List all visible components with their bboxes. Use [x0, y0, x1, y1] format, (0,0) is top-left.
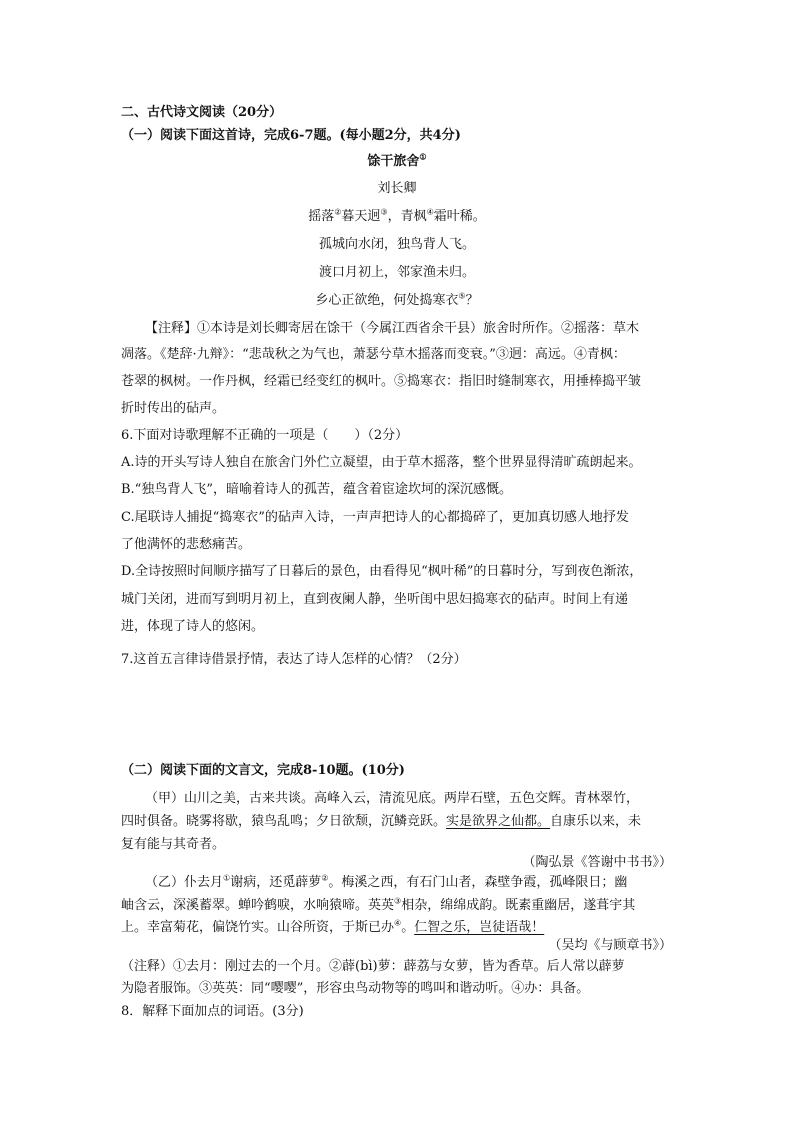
- passage-jia-line-3: 复有能与其奇者。: [121, 837, 226, 852]
- poem-line-text: ，青枫: [387, 209, 427, 224]
- poem-line-text: ？: [465, 293, 479, 308]
- passage-text: （乙）仆去月: [145, 875, 224, 890]
- passage-text: 。梅溪之西，有石门山者，森壁争霞，孤峰限日；幽: [328, 875, 628, 890]
- note-marker: ③: [394, 896, 402, 906]
- question-8: 8．解释下面加点的词语。(3分): [121, 1004, 304, 1019]
- question-7: 7.这首五言律诗借景抒情，表达了诗人怎样的心情？（2分）: [121, 652, 467, 667]
- poem-title: [0, 153, 794, 171]
- passage-text: 。: [401, 920, 415, 935]
- note-marker: ②: [334, 207, 342, 217]
- note-marker: ④: [426, 207, 434, 217]
- poem-note-line: 苍翠的枫树。一作丹枫，经霜已经变红的枫叶。⑤捣寒衣：指旧时缝制寒衣，用捶棒捣平皱: [121, 374, 642, 389]
- note-marker: ⑤: [458, 291, 466, 301]
- passage-yi-line-1: [145, 874, 627, 892]
- passage-yi-line-3: [121, 919, 544, 937]
- poem-line-text: 乡心正欲绝，何处捣寒衣: [315, 293, 459, 308]
- poem-note-line: 折时传出的砧声。: [121, 401, 226, 416]
- underlined-sentence: 实是欲界之仙都。: [446, 814, 551, 829]
- question-6-option-c-cont: 了他满怀的悲愁痛苦。: [121, 537, 252, 552]
- part2-heading: （二）阅读下面的文言文，完成8-10题。(10分): [121, 763, 405, 778]
- underlined-sentence: 仁智之乐，岂徒语哉！: [414, 920, 545, 935]
- poem-line-1: [0, 208, 794, 226]
- note-marker: ①: [223, 873, 231, 883]
- passage-text: 谢病，还觅薜萝: [230, 875, 322, 890]
- passage-text: 上。幸富菊花，偏饶竹实。山谷所资，于斯已办: [121, 920, 395, 935]
- passage-note-line: 为隐者服饰。③英英：同“嘤嘤”，形容虫鸟动物等的鸣叫和谐动听。④办：具备。: [121, 981, 590, 996]
- passage-text: 自康乐以来，未: [550, 814, 642, 829]
- poem-title-note: ①: [419, 151, 427, 162]
- poem-line-2: 孤城向水闭，独鸟背人飞。: [318, 237, 475, 252]
- poem-line-3: 渡口月初上，邻家渔未归。: [318, 265, 475, 280]
- poem-author: 刘长卿: [377, 181, 417, 196]
- poem-note-line: 凋落。《楚辞·九辩》：“悲哉秋之为气也，萧瑟兮草木摇落而变衰。”③迥：高远。④青枫：: [121, 347, 626, 362]
- poem-line-text: 摇落: [308, 209, 335, 224]
- poem-line-text: 暮天迥: [341, 209, 381, 224]
- part1-heading: （一）阅读下面这首诗，完成6-7题。(每小题2分，共4分): [121, 128, 461, 143]
- question-6-option-a: A.诗的开头写诗人独自在旅舍门外伫立凝望，由于草木摇落，整个世界显得清旷疏朗起来。: [121, 455, 642, 470]
- passage-jia-line-1: （甲）山川之美，古来共谈。高峰入云，清流见底。两岸石壁，五色交辉。青林翠竹，: [145, 791, 640, 806]
- passage-yi-line-2: [121, 897, 635, 915]
- passage-text: 相杂，绵绵成韵。既素重幽居，遂葺宇其: [401, 898, 636, 913]
- passage-jia-line-2: [121, 813, 641, 831]
- question-6-option-b: B.“独鸟背人飞”，暗喻着诗人的孤苦，蕴含着宦途坎坷的深沉感慨。: [121, 482, 512, 497]
- passage-jia-source: （陶弘景《答谢中书书》）: [522, 855, 672, 870]
- passage-text: 四时俱备。晓雾将歇，猿鸟乱鸣；夕日欲颓，沉鳞竞跃。: [121, 814, 447, 829]
- question-6-option-d-cont: 进，体现了诗人的悠闲。: [121, 619, 265, 634]
- passage-note-line: （注释）①去月：刚过去的一个月。②薜(bì)萝：薜荔与女萝，皆为香草。后人常以薜萝: [121, 959, 625, 974]
- poem-note-line: 【注释】①本诗是刘长卿寄居在馀干（今属江西省余干县）旅舍时所作。②摇落：草木: [145, 321, 640, 336]
- question-6-option-d: D.全诗按照时间顺序描写了日暮后的景色，由看得见“枫叶稀”的日暮时分，写到夜色渐浓，: [121, 564, 643, 579]
- section-title: 二、古代诗文阅读（20分）: [121, 105, 283, 120]
- question-6-option-d-cont: 城门关闭，进而写到明月初上，直到夜阑人静，坐听闺中思妇捣寒衣的砧声。时间上有递: [121, 592, 629, 607]
- note-marker: ③: [380, 207, 388, 217]
- passage-text: 岫含云，深溪蓄翠。蝉吟鹤唳，水响猿啼。英英: [121, 898, 395, 913]
- passage-yi-source: （吴均《与顾章书》）: [548, 938, 672, 953]
- poem-title-text: 馀干旅舍: [367, 154, 420, 169]
- question-6-stem: 6.下面对诗歌理解不正确的一项是（ ）（2分）: [121, 428, 409, 443]
- note-marker: ②: [321, 873, 329, 883]
- poem-line-4: [0, 292, 794, 310]
- poem-line-text: 霜叶稀。: [433, 209, 486, 224]
- question-6-option-c: C.尾联诗人捕捉“捣寒衣”的砧声入诗，一声声把诗人的心都捣碎了，更加真切感人地抒发: [121, 510, 629, 525]
- note-marker: ④: [394, 918, 402, 928]
